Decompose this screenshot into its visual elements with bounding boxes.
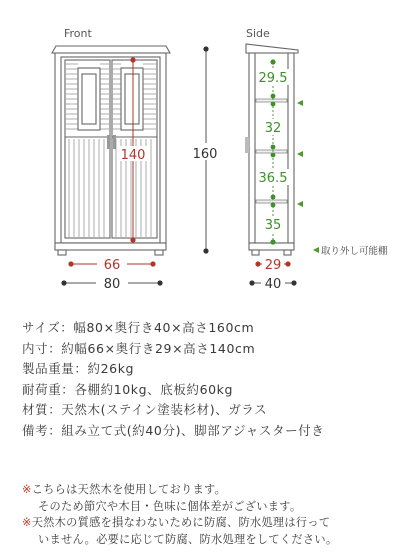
right-handle — [113, 135, 116, 149]
front-cabinet — [52, 46, 170, 255]
shelf-2 — [256, 150, 287, 153]
arrow-icon — [297, 100, 303, 106]
note-mark: ※ — [22, 516, 32, 529]
spec-inner-size: 内寸：約幅66×奥行き29×高さ140cm — [22, 340, 256, 356]
inner-width-label: 66 — [103, 258, 121, 273]
notes — [22, 482, 337, 548]
note-1-cont: そのため節穴や木目・色味に個体差がございます。 — [38, 499, 302, 513]
outer-depth-label: 40 — [264, 277, 282, 292]
outer-width-label: 80 — [103, 277, 121, 292]
front-leg-left — [58, 250, 66, 255]
note-1: ※こちらは天然木を使用しております。 — [22, 483, 227, 496]
removable-shelf-arrows — [297, 100, 319, 253]
arrow-icon — [297, 201, 303, 207]
note-2-cont: いません。必要に応じて防腐、防水処理をしてください。 — [38, 532, 338, 546]
shelf-3 — [256, 200, 287, 203]
front-leg-right — [155, 250, 163, 255]
removable-shelf-label: 取り外し可能棚 — [321, 246, 388, 257]
shelf-spacing-1: 29.5 — [258, 71, 288, 86]
front-roof — [52, 46, 170, 53]
spec-size: サイズ：幅80×奥行き40×高さ160cm — [22, 320, 255, 335]
spec-list — [22, 318, 324, 441]
shelf-1 — [256, 99, 287, 102]
spec-load-capacity: 耐荷重：各棚約10kg、底板約60kg — [22, 381, 234, 397]
front-view-label: Front — [64, 27, 92, 40]
spec-remarks: 備考：組み立て式(約40分)、脚部アジャスター付き — [22, 422, 325, 438]
callout-arrow-icon — [313, 247, 319, 253]
arrow-icon — [297, 151, 303, 157]
inner-depth-label: 29 — [264, 258, 282, 273]
shelf-spacing-4: 35 — [264, 218, 282, 233]
side-roof — [246, 44, 298, 53]
front-base — [55, 243, 166, 250]
outer-height-label: 160 — [192, 147, 218, 162]
spec-material: 材質：天然木(ステイン塗装杉材)、ガラス — [22, 402, 268, 417]
left-handle — [107, 135, 110, 149]
shelf-spacing-3: 36.5 — [258, 171, 288, 186]
note-2: ※天然木の質感を損なわないために防腐、防水処理は行って — [22, 516, 331, 529]
side-view-label: Side — [246, 27, 270, 40]
note-mark: ※ — [22, 483, 32, 496]
side-handle — [245, 137, 249, 153]
shelf-spacing-2: 32 — [264, 121, 282, 136]
spec-weight: 製品重量：約26kg — [22, 361, 135, 376]
inner-height-label: 140 — [120, 148, 146, 163]
